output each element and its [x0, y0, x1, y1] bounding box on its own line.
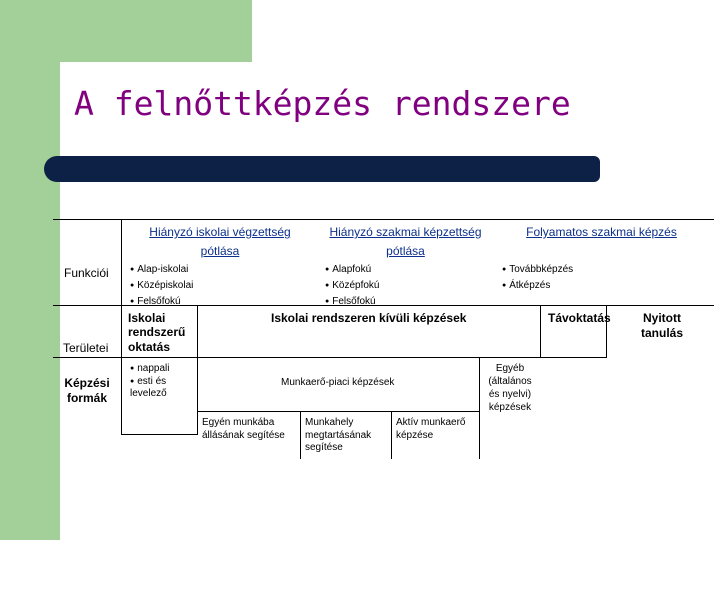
grid-vline-kivuli	[540, 305, 541, 358]
terulet-nyitott-tanulas: Nyitott tanulás	[640, 311, 683, 340]
list-item: ● Alapfokú	[325, 262, 380, 278]
header-szakmai-kepzettseg: Hiányzó szakmai képzettség pótlása	[329, 225, 482, 258]
grid-hline-sub	[197, 411, 480, 412]
list-item: ● Alap-iskolai	[130, 262, 193, 278]
title-bar	[60, 156, 600, 182]
funkciok-col2	[325, 262, 380, 310]
list-item: ● Felsőfokú	[325, 294, 380, 310]
grid-vline-left	[121, 219, 122, 434]
terulet-kivuli: Iskolai rendszeren kívüli képzések	[271, 311, 467, 325]
background-green-left	[0, 0, 60, 540]
list-item: ● Középiskolai	[130, 278, 193, 294]
funkciok-col1	[130, 262, 193, 310]
slide-title: A felnőttképzés rendszere	[74, 84, 571, 123]
list-item: ● esti és levelező	[130, 376, 196, 401]
grid-vline-sub2	[391, 411, 392, 459]
list-item: ● Átképzés	[502, 278, 573, 294]
list-item: ● Felsőfokú	[130, 294, 193, 310]
forma-sub-aktiv: Aktív munkaerő képzése	[396, 417, 466, 441]
row-label-kepzesi-formak: Képzési formák	[64, 376, 110, 405]
list-item: ● Középfokú	[325, 278, 380, 294]
forma-iskolai	[130, 363, 196, 401]
forma-sub-egyen: Egyén munkába állásának segítése	[202, 417, 285, 441]
grid-vline-sub3	[479, 358, 480, 459]
grid-vline-sub1	[300, 411, 301, 459]
funkciok-col3	[502, 262, 573, 294]
list-item: ● nappali	[130, 363, 196, 376]
terulet-tavoktatas: Távoktatás	[548, 311, 611, 325]
row-label-teruletei: Területei	[63, 341, 109, 355]
forma-munkaero-piaci: Munkaerő-piaci képzések	[281, 377, 395, 388]
grid-hline-top	[53, 219, 714, 220]
grid-hline-bottom	[121, 434, 198, 435]
forma-sub-munkahely: Munkahely megtartásának segítése	[305, 417, 372, 453]
header-folyamatos-kepzes: Folyamatos szakmai képzés	[526, 225, 677, 239]
row-label-funkcioi: Funkciói	[64, 266, 109, 280]
terulet-iskolai-rendszeru: Iskolai rendszerű oktatás	[128, 311, 186, 354]
grid-vline-iskolai	[197, 305, 198, 435]
header-iskolai-vegzettseg: Hiányzó iskolai végzettség pótlása	[149, 225, 291, 258]
grid-hline-row3	[53, 357, 606, 358]
list-item: ● Továbbképzés	[502, 262, 573, 278]
forma-egyeb: Egyéb (általános és nyelvi) képzések	[488, 363, 532, 413]
